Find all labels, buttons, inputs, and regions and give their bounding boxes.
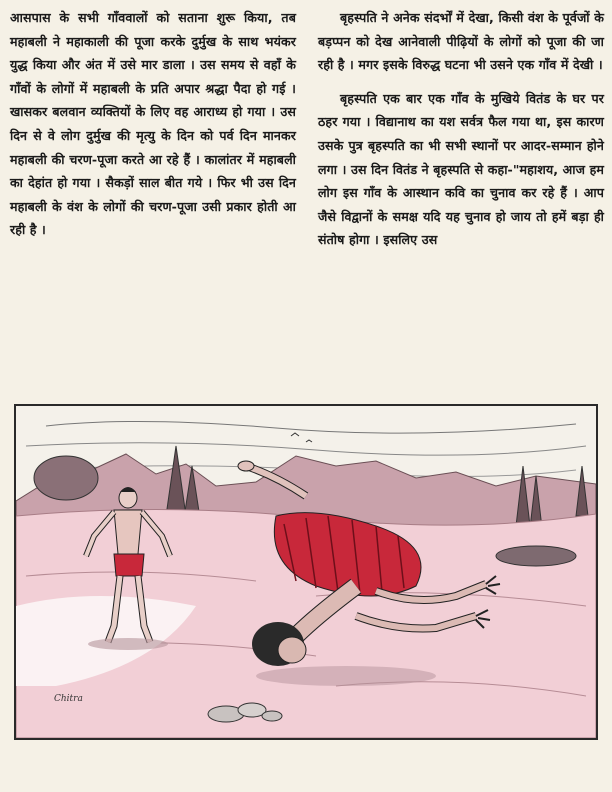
tree xyxy=(34,456,98,500)
right-paragraph-2: बृहस्पति एक बार एक गाँव के मुखिये वितंड के घर पर ठहर गया । विद्यानाथ का यश सर्वत्र फैल गया था, इस कारण उसके पुत्र बृहस्पति का भी सभी स्थानों पर आदर-सम्मान होने लगा । उस दिन वितंड ने बृहस्पति से कहा-"महाशय, आज हम लोग इस गाँव के आस्थान कवि का चुनाव कर रहे हैं । आप जैसे विद्वानों के समक्ष यदि यह चुनाव हो जाय तो हमें बड़ा ही संतोष होगा । इसलिए उस xyxy=(318,90,604,248)
left-paragraph-1: आसपास के सभी गाँववालों को सताना शुरू किया, तब महाबली ने महाकाली की पूजा करके दुर्मुख के साथ भयंकर युद्ध किया और अंत में उसे मार डाला । उस समय से वहाँ के गाँवों के लोगों में महाबली के प्रति अपार श्रद्धा पैदा हो गई । खासकर बलवान व्यक्तियों के लिए वह आराध्य हो गया । उस दिन से वे लोग दुर्मुख की मृत्यु के दिन को पर्व दिन मानकर महाबली की चरण-पूजा करते आ रहे हैं । कालांतर में महाबली का देहांत हो गया । सैकड़ों साल बीत गये । फिर भी उस दिन महाबली के वंश के लोगों की चरण-पूजा उसी प्रकार होती आ रही है । xyxy=(10,10,296,238)
text-columns xyxy=(10,6,604,386)
bush xyxy=(496,546,576,566)
artist-signature: Chitra xyxy=(54,694,83,704)
right-column xyxy=(318,6,604,386)
right-paragraph-1: बृहस्पति ने अनेक संदर्भों में देखा, किसी वंश के पूर्वजों के बड़प्पन को देख आनेवाली पीढ़ियों के लोगों को पूजा की जा रही है । मगर इसके विरुद्ध घटना भी उसने एक गाँव में देखी । xyxy=(318,10,604,73)
story-illustration xyxy=(14,404,598,740)
battle-scene-drawing xyxy=(16,406,596,738)
left-column xyxy=(10,6,296,386)
